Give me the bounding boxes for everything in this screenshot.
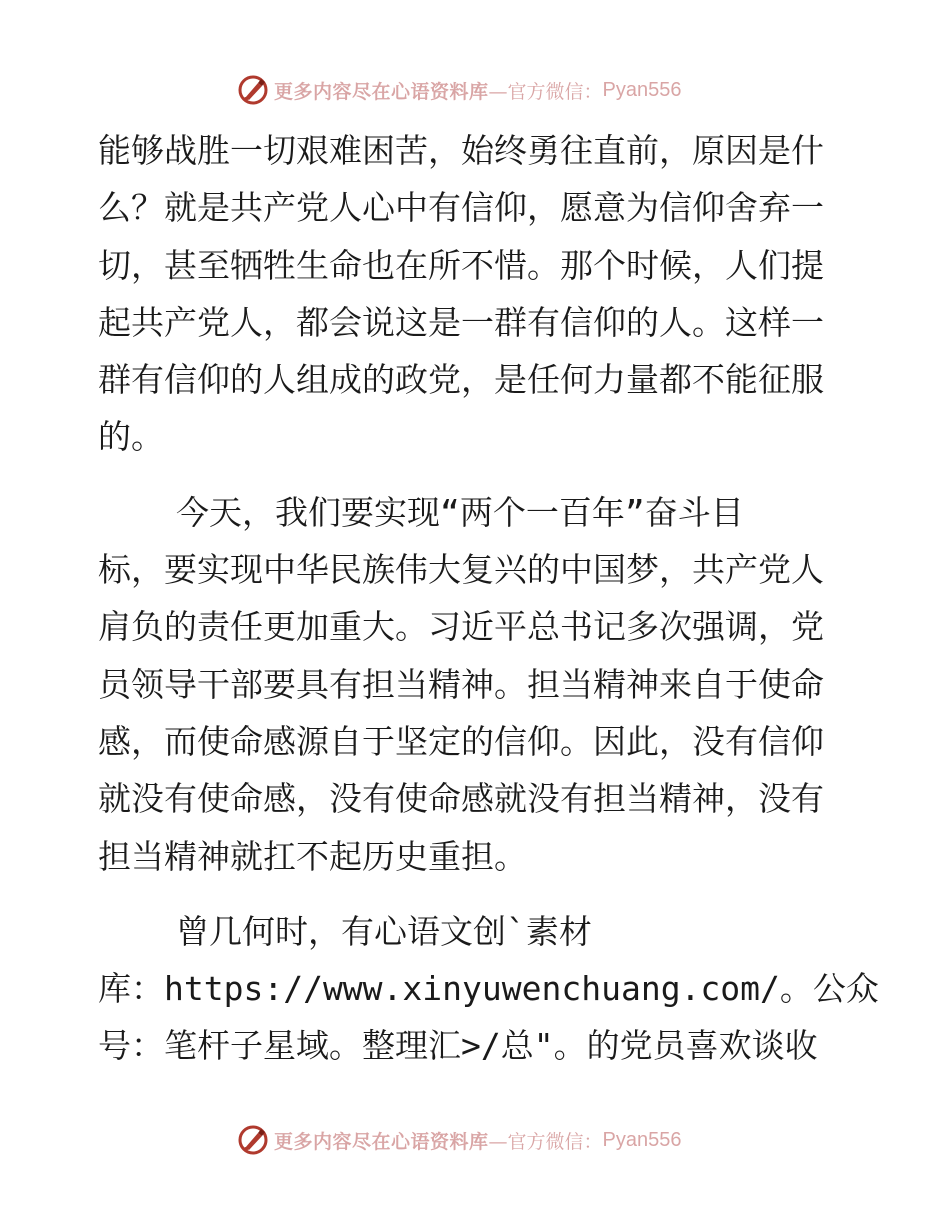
- footer-watermark: [236, 1122, 682, 1158]
- paragraph: [98, 122, 858, 466]
- paragraph-gap: [98, 466, 858, 484]
- footer-banner-id: Pyan556: [602, 1128, 682, 1151]
- footer-banner-main: 更多内容尽在心语资料库: [274, 1130, 489, 1153]
- document-body: [98, 122, 879, 1075]
- header-watermark: [236, 72, 682, 108]
- text-line: 库：https://www.xinyuwenchuang.com/。公众: [98, 969, 879, 1009]
- text-line: 感，而使命感源自于坚定的信仰。因此，没有信仰: [98, 721, 824, 761]
- text-line: 曾几何时，有心语文创`素材: [176, 911, 592, 951]
- text-line: 群有信仰的人组成的政党，是任何力量都不能征服: [98, 360, 824, 400]
- text-line: 么？就是共产党人心中有信仰，愿意为信仰舍弃一: [98, 188, 824, 228]
- paragraph-gap: [98, 885, 858, 903]
- header-banner-id: Pyan556: [602, 78, 682, 101]
- text-line: 就没有使命感，没有使命感就没有担当精神，没有: [98, 779, 824, 819]
- text-line: 能够战胜一切艰难困苦，始终勇往直前，原因是什: [98, 131, 824, 170]
- text-line: 起共产党人，都会说这是一群有信仰的人。这样一: [98, 302, 824, 342]
- footer-banner-sub: —官方微信：: [488, 1130, 603, 1153]
- pen-logo-icon: [236, 73, 270, 107]
- paragraph: [98, 903, 879, 1075]
- paragraph: [98, 484, 858, 885]
- text-line: 今天，我们要实现“两个一百年”奋斗目: [176, 492, 744, 532]
- text-line: 标，要实现中华民族伟大复兴的中国梦，共产党人: [98, 550, 824, 590]
- text-line: 的。: [98, 417, 164, 457]
- pen-logo-icon: [236, 1123, 270, 1157]
- text-line: 切，甚至牺牲生命也在所不惜。那个时候，人们提: [98, 245, 824, 285]
- text-line: 号：笔杆子星域。整理汇>/总"。的党员喜欢谈收: [98, 1026, 818, 1066]
- text-line: 肩负的责任更加重大。习近平总书记多次强调，党: [98, 607, 824, 647]
- text-line: 员领导干部要具有担当精神。担当精神来自于使命: [98, 664, 824, 704]
- header-banner-main: 更多内容尽在心语资料库: [274, 80, 489, 103]
- text-line: 担当精神就扛不起历史重担。: [98, 836, 527, 876]
- header-banner-sub: —官方微信：: [488, 80, 603, 103]
